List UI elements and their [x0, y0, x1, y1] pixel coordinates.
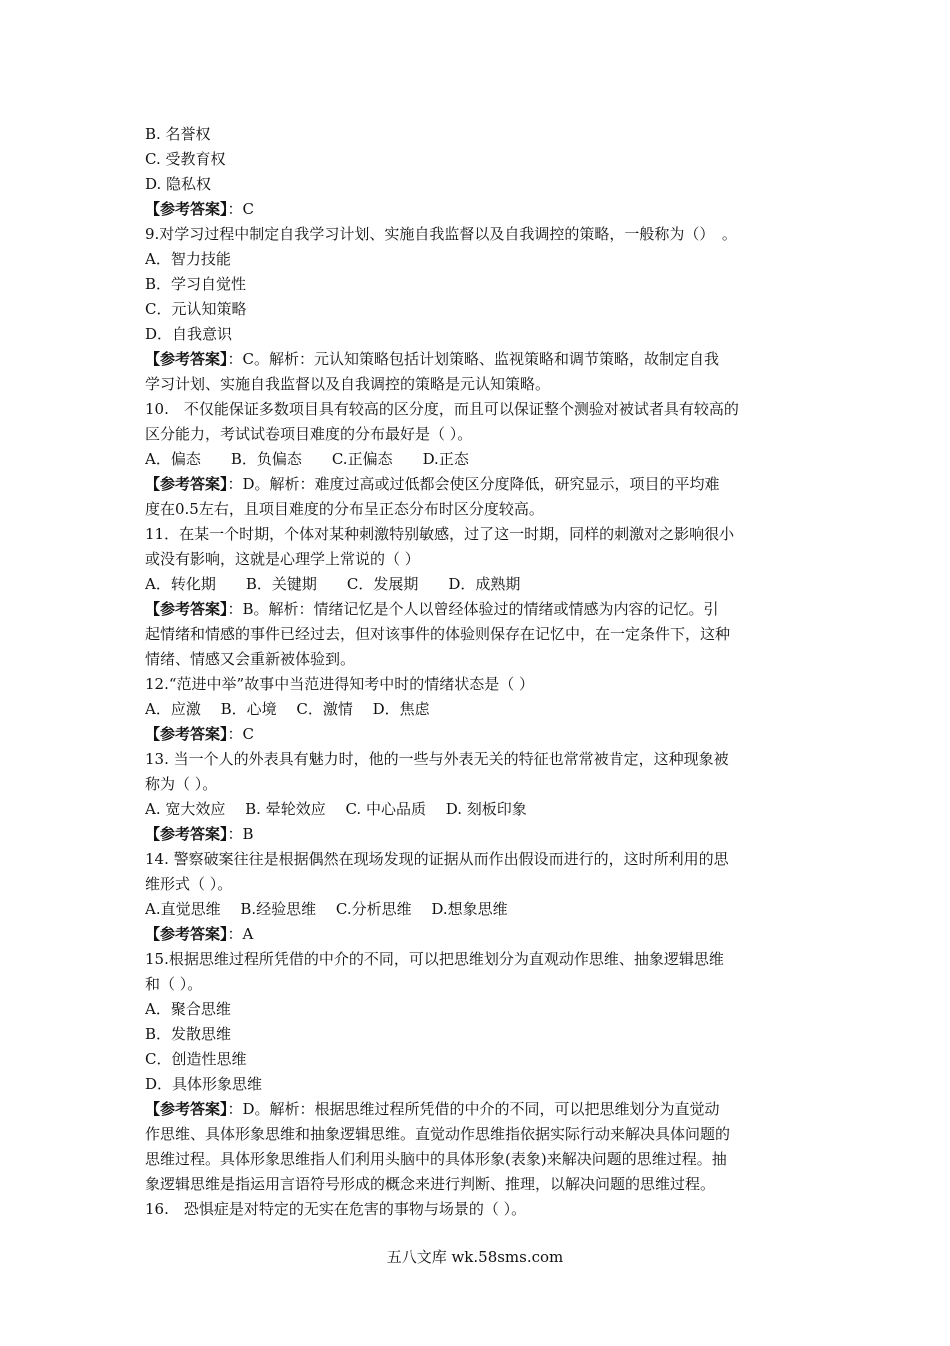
question-line: 16. 恐惧症是对特定的无实在危害的事物与场景的（ ）。 [145, 1200, 527, 1218]
text-line: 或没有影响，这就是心理学上常说的（ ） [145, 550, 420, 568]
text-line: 象逻辑思维是指运用言语符号形成的概念来进行判断、推理，以解决问题的思维过程。 [145, 1175, 716, 1193]
answer-text: ：D。解析：根据思维过程所凭借的中介的不同，可以把思维划分为直觉动 [227, 1100, 720, 1118]
question-line: 9.对学习过程中制定自我学习计划、实施自我监督以及自我调控的策略，一般称为（） 。 [145, 225, 737, 243]
text-line: 学习计划、实施自我监督以及自我调控的策略是元认知策略。 [145, 375, 551, 393]
question-line: 15.根据思维过程所凭借的中介的不同，可以把思维划分为直观动作思维、抽象逻辑思维 [145, 950, 724, 968]
option-line: A.直觉思维 B.经验思维 C.分析思维 D.想象思维 [145, 900, 508, 918]
answer-text: ：B [227, 825, 254, 843]
option-line: C．元认知策略 [145, 300, 247, 318]
answer-line [145, 922, 810, 947]
option-line: A．聚合思维 [145, 1000, 231, 1018]
answer-label: 【参考答案】 [145, 350, 228, 368]
answer-line [145, 197, 810, 222]
question-line: 11．在某一个时期，个体对某种刺激特别敏感，过了这一时期，同样的刺激对之影响很小 [145, 525, 735, 543]
text-line: 思维过程。具体形象思维指人们利用头脑中的具体形象(表象)来解决问题的思维过程。抽 [145, 1150, 727, 1168]
option-line: B．学习自觉性 [145, 275, 247, 293]
question-line: 14. 警察破案往往是根据偶然在现场发现的证据从而作出假设而进行的，这时所利用的思 [145, 850, 729, 868]
text-line: 和（ ）。 [145, 975, 203, 993]
option-line: D．具体形象思维 [145, 1075, 263, 1093]
answer-text: ：B。解析：情绪记忆是个人以曾经体验过的情绪或情感为内容的记忆。引 [227, 600, 719, 618]
footer-source: 五八文库 wk.58sms.com [386, 1248, 564, 1266]
option-line: D. 隐私权 [145, 175, 212, 193]
question-line: 13. 当一个人的外表具有魅力时，他的一些与外表无关的特征也常常被肯定，这种现象被 [145, 750, 729, 768]
answer-line [145, 1097, 810, 1122]
answer-label: 【参考答案】 [145, 600, 228, 618]
question-line: 12.“范进中举”故事中当范进得知考中时的情绪状态是（ ） [145, 675, 534, 693]
option-line: A．智力技能 [145, 250, 231, 268]
text-line: 区分能力，考试试卷项目难度的分布最好是（ ）。 [145, 425, 473, 443]
option-line: B．发散思维 [145, 1025, 232, 1043]
answer-line [145, 822, 810, 847]
answer-text: ：C。解析：元认知策略包括计划策略、监视策略和调节策略，故制定自我 [227, 350, 719, 368]
answer-line [145, 722, 810, 747]
text-line: 情绪、情感又会重新被体验到。 [145, 650, 356, 668]
answer-line [145, 347, 810, 372]
text-line: 维形式（ ）。 [145, 875, 233, 893]
option-line: D．自我意识 [145, 325, 233, 343]
text-line: 称为（ ）。 [145, 775, 218, 793]
answer-line [145, 472, 810, 497]
answer-text: ：D。解析：难度过高或过低都会使区分度降低，研究显示，项目的平均难 [227, 475, 720, 493]
answer-label: 【参考答案】 [145, 1100, 228, 1118]
answer-label: 【参考答案】 [145, 825, 228, 843]
answer-text: ：A [227, 925, 254, 943]
answer-text: ：C [227, 200, 254, 218]
answer-label: 【参考答案】 [145, 925, 228, 943]
document-body [145, 122, 810, 1222]
option-line: C．创造性思维 [145, 1050, 247, 1068]
text-line: 度在0.5左右，且项目难度的分布呈正态分布时区分度较高。 [145, 500, 544, 518]
option-line: C. 受教育权 [145, 150, 226, 168]
answer-label: 【参考答案】 [145, 200, 228, 218]
option-line: A．偏态 B．负偏态 C.正偏态 D.正态 [145, 450, 469, 468]
answer-label: 【参考答案】 [145, 475, 228, 493]
answer-line [145, 597, 810, 622]
option-line: A．应激 B．心境 C．激情 D．焦虑 [145, 700, 430, 718]
text-line: 作思维、具体形象思维和抽象逻辑思维。直觉动作思维指依据实际行动来解决具体问题的 [145, 1125, 731, 1143]
answer-label: 【参考答案】 [145, 725, 228, 743]
option-line: A．转化期 B．关键期 C．发展期 D．成熟期 [145, 575, 521, 593]
option-line: A. 宽大效应 B. 晕轮效应 C. 中心品质 D. 刻板印象 [145, 800, 527, 818]
answer-text: ：C [227, 725, 254, 743]
question-line: 10. 不仅能保证多数项目具有较高的区分度，而且可以保证整个测验对被试者具有较高的 [145, 400, 739, 418]
option-line: B. 名誉权 [145, 125, 211, 143]
text-line: 起情绪和情感的事件已经过去，但对该事件的体验则保存在记忆中，在一定条件下，这种 [145, 625, 731, 643]
